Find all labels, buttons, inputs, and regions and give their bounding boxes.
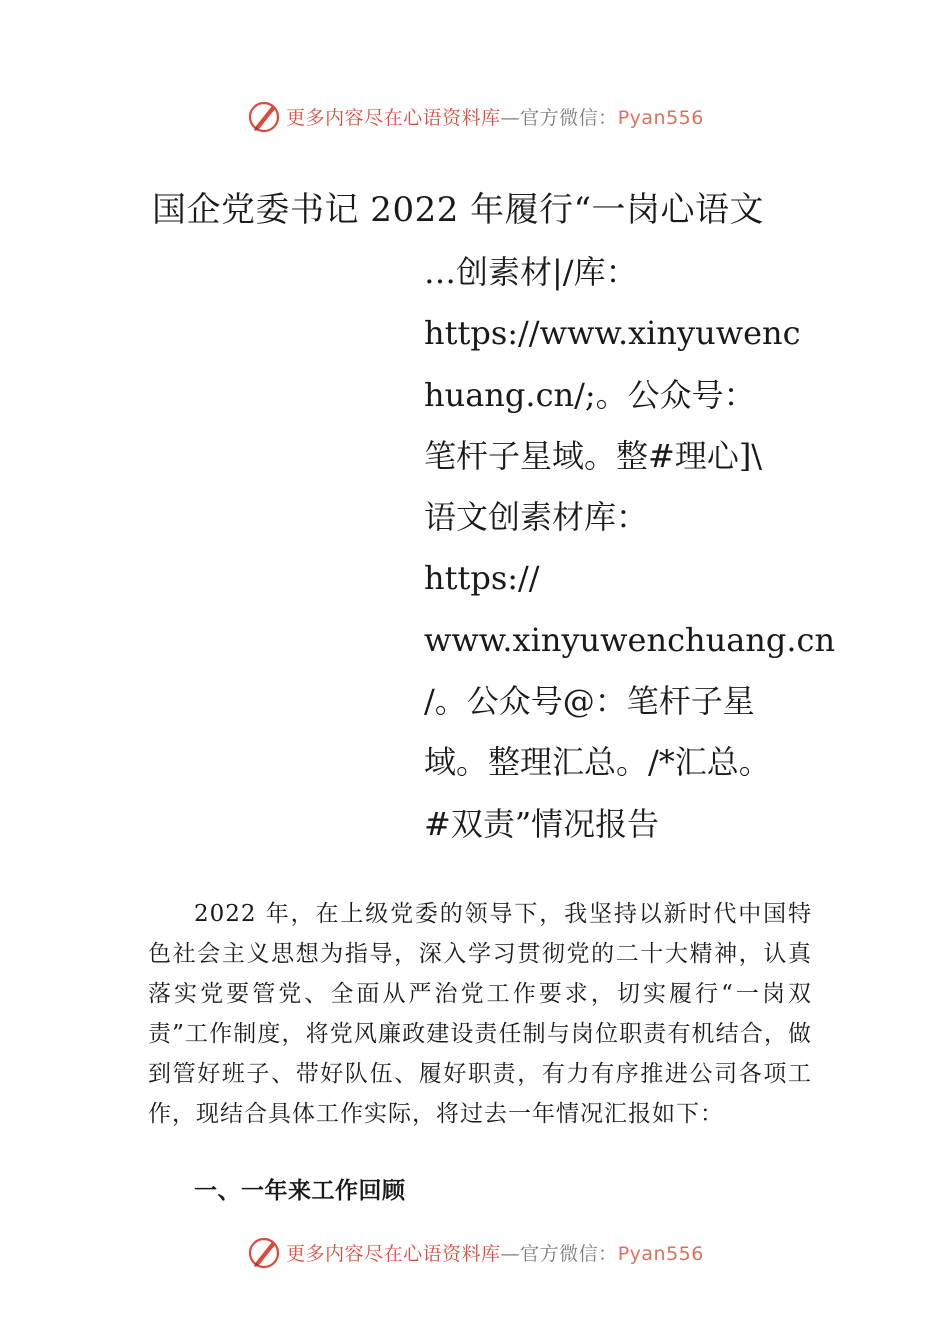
title-line: 域。整理汇总。/*汇总。	[424, 743, 771, 782]
title-line: www.xinyuwenchuang.cn	[424, 620, 836, 659]
title-line: …创素材|/库：	[424, 253, 638, 291]
header-banner	[0, 96, 950, 136]
body-paragraph: 2022 年，在上级党委的领导下，我坚持以新时代中国特色社会主义思想为指导，深入学习贯彻党的二十大精神，认真落实党要管党、全面从严治党工作要求，切实履行“一岗双责”工作制度，将党风廉政建设责任制与岗位职责有机结合，做到管好班子、带好队伍、履好职责，有力有序推进公司各项工作，现结合具体工作实际，将过去一年情况汇报如下：	[148, 901, 812, 1127]
title-line: /。公众号@：笔杆子星	[424, 682, 755, 721]
document-title-continuation	[424, 242, 836, 855]
pen-logo-icon	[246, 98, 282, 134]
document-title-line1: 国企党委书记 2022 年履行“一岗心语文	[152, 190, 765, 230]
title-line: https://	[424, 559, 540, 598]
title-line: #双责”情况报告	[424, 804, 660, 843]
title-line: huang.cn/;。公众号：	[424, 375, 756, 414]
pen-logo-icon	[246, 1234, 282, 1270]
banner-text: 更多内容尽在心语资料库—官方微信：Pyan556	[286, 106, 704, 129]
title-line: 语文创素材库：	[424, 498, 649, 537]
section-heading: 一、一年来工作回顾	[194, 1178, 406, 1204]
title-line: 笔杆子星域。整#理心]\	[424, 436, 763, 475]
title-line: https://www.xinyuwenc	[424, 314, 801, 353]
banner-text: 更多内容尽在心语资料库—官方微信：Pyan556	[286, 1242, 704, 1265]
footer-banner	[0, 1232, 950, 1272]
